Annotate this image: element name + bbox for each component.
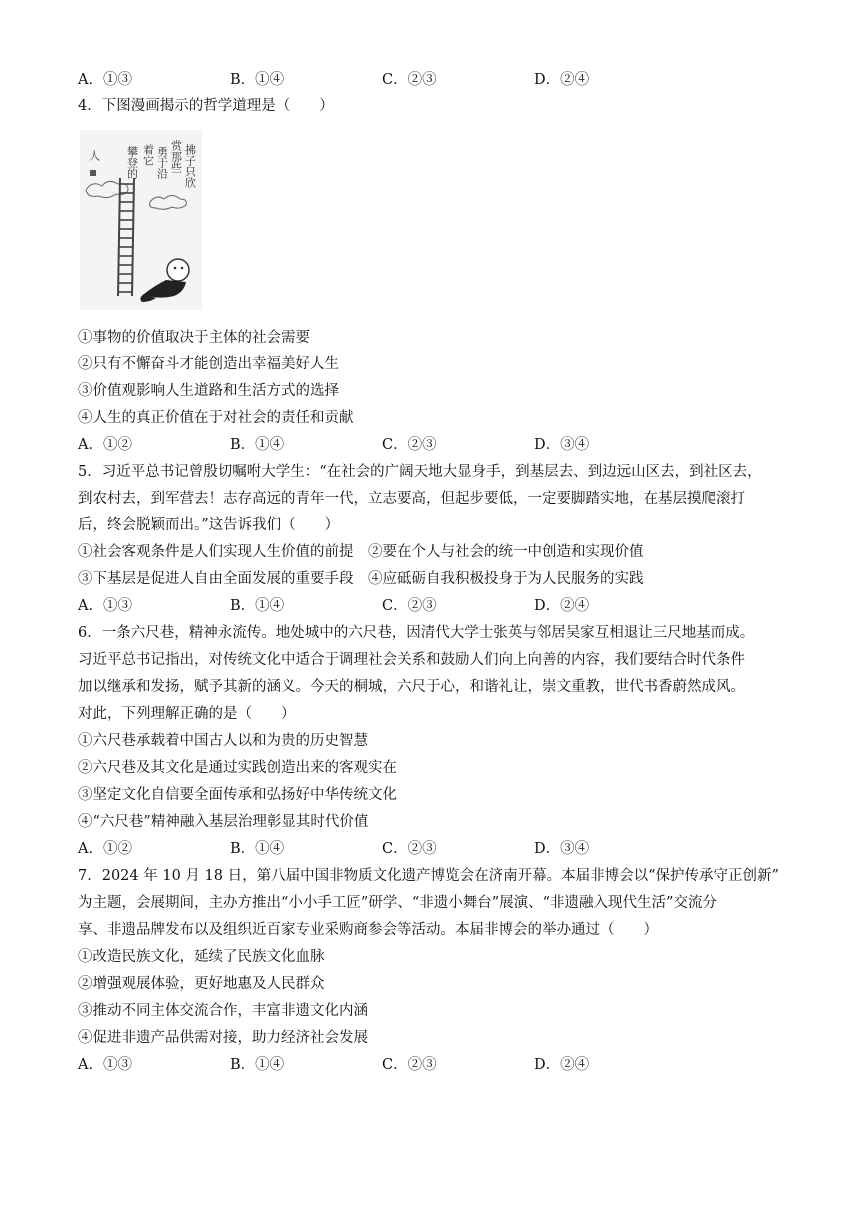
q7-stem-line-1: 7．2024 年 10 月 18 日，第八届中国非物质文化遗产博览会在济南开幕。本届非博会以“保护传承守正创新” [78,868,779,884]
q7-option-b: B．①④ [230,1057,285,1073]
q7-stem-line-3: 享、非遗品牌发布以及组织近百家专业采购商参会等活动。本届非博会的举办通过（ ） [78,922,658,938]
q6-option-d: D．③④ [534,841,590,857]
q4-stem: 4．下图漫画揭示的哲学道理是（ ） [78,98,334,114]
cartoon-text-col3: 勇于沿 [155,146,169,179]
ladder-cartoon-image [80,130,202,310]
q3-option-b: B．①④ [230,72,285,88]
q4-option-c: C．②③ [382,437,437,453]
q6-option-a: A．①② [78,841,132,857]
q4-cartoon [80,130,202,310]
q5-stem-line-1: 5．习近平总书记曾殷切嘱咐大学生：“在社会的广阔天地大显身手，到基层去、到边远山区去，到社区去， [78,464,762,480]
q5-option-c: C．②③ [382,598,437,614]
q5-options [78,596,778,616]
q6-option-b: B．①④ [230,841,285,857]
q7-statement-3: ③推动不同主体交流合作，丰富非遗文化内涵 [78,1003,368,1019]
q4-option-b: B．①④ [230,437,285,453]
q7-option-c: C．②③ [382,1057,437,1073]
q4-statement-1: ①事物的价值取决于主体的社会需要 [78,330,310,346]
q6-statement-3: ③坚定文化自信要全面传承和弘扬好中华传统文化 [78,787,397,803]
q6-statement-1: ①六尺巷承载着中国古人以和为贵的历史智慧 [78,733,368,749]
q7-statement-1: ①改造民族文化，延续了民族文化血脉 [78,949,325,965]
q3-options [78,70,778,90]
q6-stem-line-2: 习近平总书记指出，对传统文化中适合于调理社会关系和鼓励人们向上向善的内容，我们要结合时代条件 [78,652,745,668]
q5-option-d: D．②④ [534,598,590,614]
q5-statements-line-1: ①社会客观条件是人们实现人生价值的前提 ②要在个人与社会的统一中创造和实现价值 [78,544,644,560]
q4-options [78,435,778,455]
q7-options [78,1055,778,1075]
q5-stem-line-3: 后，终会脱颖而出。”这告诉我们（ ） [78,517,340,533]
q6-stem-line-1: 6．一条六尺巷，精神永流传。地处城中的六尺巷，因清代大学士张英与邻居吴家互相退让三尺地基而成。 [78,625,755,641]
cartoon-text-col4: 着它 [141,144,155,166]
q5-stem-line-2: 到农村去，到军营去！志存高远的青年一代，立志要高，但起步要低，一定要脚踏实地，在基层摸爬滚打 [78,491,745,507]
q4-statement-2: ②只有不懈奋斗才能创造出幸福美好人生 [78,356,339,372]
q7-statement-4: ④促进非遗产品供需对接，助力经济社会发展 [78,1030,368,1046]
q7-option-a: A．①③ [78,1057,132,1073]
q5-statements-line-2: ③下基层是促进人自由全面发展的重要手段 ④应砥砺自我积极投身于为人民服务的实践 [78,571,644,587]
q3-option-d: D．②④ [534,72,590,88]
q6-options [78,839,778,859]
cartoon-text-col5: 攀登的 [125,146,139,179]
q7-stem-line-2: 为主题，会展期间，主办方推出“小小手工匠”研学、“非遗小舞台”展演、“非遗融入现代生活”交流分 [78,895,717,911]
q4-option-d: D．③④ [534,437,590,453]
q6-stem-line-3: 加以继承和发扬，赋予其新的涵义。今天的桐城，六尺于心，和谐礼让，崇文重教，世代书香蔚然成风。 [78,679,745,695]
q6-statement-2: ②六尺巷及其文化是通过实践创造出来的客观实在 [78,760,397,776]
q5-option-b: B．①④ [230,598,285,614]
q3-option-a: A．①③ [78,72,132,88]
q6-stem-line-4: 对此，下列理解正确的是（ ） [78,706,296,722]
q4-option-a: A．①② [78,437,132,453]
q4-statement-4: ④人生的真正价值在于对社会的责任和贡献 [78,410,354,426]
q5-option-a: A．①③ [78,598,132,614]
q7-statement-2: ②增强观展体验，更好地惠及人民群众 [78,976,325,992]
cartoon-text-col6: 人 [87,150,101,161]
q3-option-c: C．②③ [382,72,437,88]
q6-statement-4: ④“六尺巷”精神融入基层治理彰显其时代价值 [78,814,369,830]
q7-option-d: D．②④ [534,1057,590,1073]
cartoon-text-col1: 拂子只欣 [183,144,197,188]
q4-statement-3: ③价值观影响人生道路和生活方式的选择 [78,383,339,399]
q6-option-c: C．②③ [382,841,437,857]
cartoon-text-col2: 赏那些 [169,140,183,173]
